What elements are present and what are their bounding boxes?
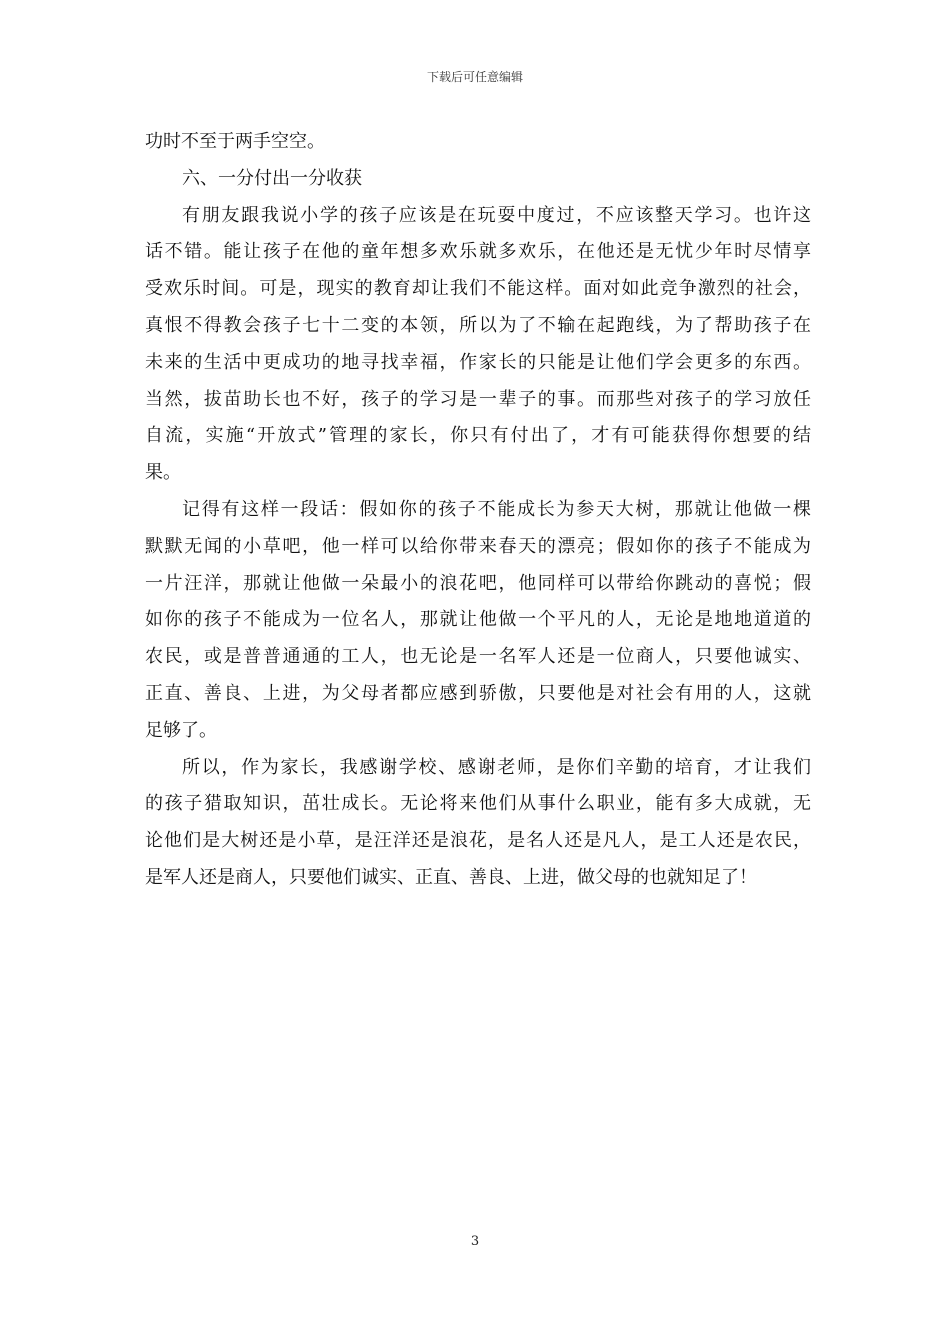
text-line: 论他们是大树还是小草，是汪洋还是浪花，是名人还是凡人，是工人还是农民， bbox=[145, 830, 811, 852]
text-line: 话不错。能让孩子在他的童年想多欢乐就多欢乐，在他还是无忧少年时尽情享 bbox=[145, 241, 811, 263]
text-line: 功时不至于两手空空。 bbox=[145, 131, 325, 152]
text-line: 农民，或是普普通通的工人，也无论是一名军人还是一位商人，只要他诚实、 bbox=[145, 646, 811, 668]
text-line: 的孩子猎取知识，茁壮成长。无论将来他们从事什么职业，能有多大成就，无 bbox=[145, 793, 811, 815]
text-line: 记得有这样一段话：假如你的孩子不能成长为参天大树，那就让他做一棵 bbox=[182, 498, 811, 520]
text-line: 未来的生活中更成功的地寻找幸福，作家长的只能是让他们学会更多的东西。 bbox=[145, 351, 811, 373]
text-line: 正直、善良、上进，为父母者都应感到骄傲，只要他是对社会有用的人，这就 bbox=[145, 682, 811, 704]
body-text bbox=[145, 124, 811, 897]
page-header: 下载后可任意编辑 bbox=[426, 70, 523, 84]
text-line: 足够了。 bbox=[145, 719, 217, 741]
text-line: 如你的孩子不能成为一位名人，那就让他做一个平凡的人，无论是地地道道的 bbox=[145, 609, 811, 631]
text-line: 所以，作为家长，我感谢学校、感谢老师，是你们辛勤的培育，才让我们 bbox=[182, 756, 811, 778]
section-heading: 六、一分付出一分收获 bbox=[182, 167, 362, 189]
text-line: 果。 bbox=[145, 462, 181, 484]
text-line: 受欢乐时间。可是，现实的教育却让我们不能这样。面对如此竞争激烈的社会， bbox=[145, 278, 811, 300]
text-line: 自流，实施“开放式”管理的家长，你只有付出了，才有可能获得你想要的结 bbox=[145, 425, 811, 447]
text-line: 有朋友跟我说小学的孩子应该是在玩耍中度过，不应该整天学习。也许这 bbox=[182, 204, 811, 226]
text-line: 当然，拔苗助长也不好，孩子的学习是一辈子的事。而那些对孩子的学习放任 bbox=[145, 388, 811, 410]
text-line: 真恨不得教会孩子七十二变的本领，所以为了不输在起跑线，为了帮助孩子在 bbox=[145, 314, 811, 336]
page-number: 3 bbox=[470, 1234, 480, 1249]
text-line: 默默无闻的小草吧，他一样可以给你带来春天的漂亮；假如你的孩子不能成为 bbox=[145, 535, 811, 557]
text-line: 一片汪洋，那就让他做一朵最小的浪花吧，他同样可以带给你跳动的喜悦；假 bbox=[145, 572, 811, 594]
text-line: 是军人还是商人，只要他们诚实、正直、善良、上进，做父母的也就知足了！ bbox=[145, 866, 757, 888]
